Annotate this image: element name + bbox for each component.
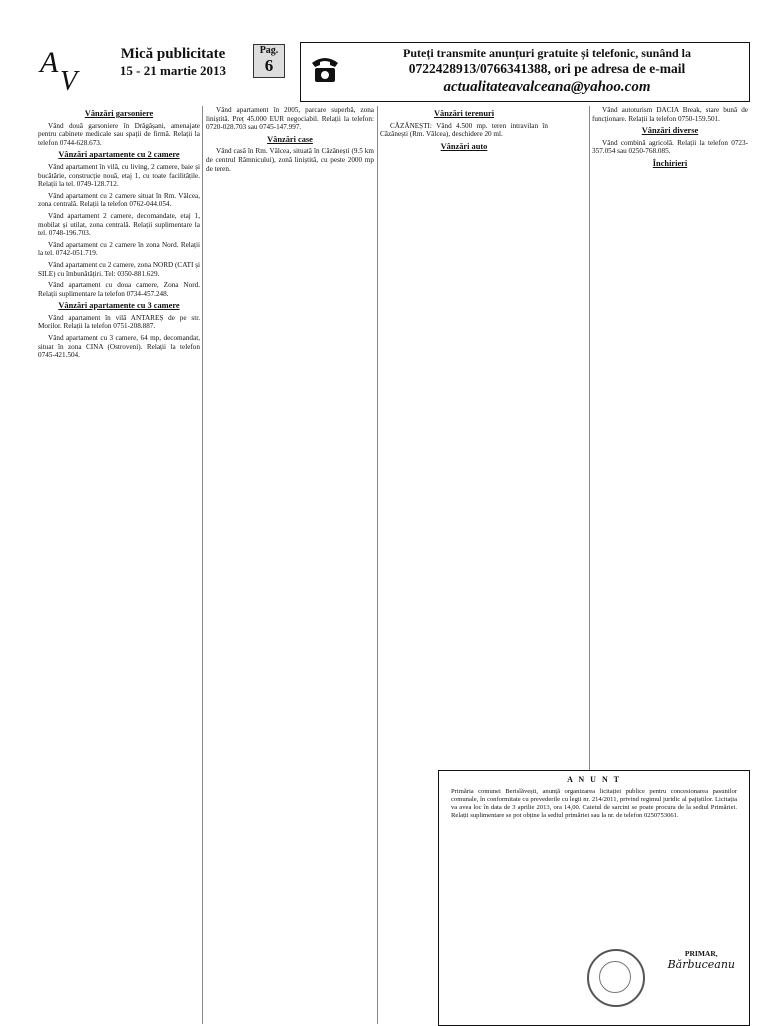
contact-line-2: 0722428913/0766341388, ori pe adresa de e-mail	[408, 61, 686, 76]
page-number: 6	[264, 56, 274, 75]
publication-title-block	[98, 46, 248, 79]
section-heading: Închirieri	[652, 158, 688, 168]
classified-ad: Vând apartament cu 2 camere în zona Nord. Relații la tel. 0742-051.719.	[38, 240, 200, 258]
classified-ad: Vând apartament cu 2 camere, zona NORD (CATI și SILE) cu îmbunătățiri. Tel: 0350-881.629.	[38, 260, 200, 278]
classified-ad: Vând apartament în vilă ANTAREȘ de pe str. Morilor. Relații la telefon 0751-208.887.	[38, 313, 200, 331]
logo-icon	[38, 42, 90, 94]
section-heading: Vânzări apartamente cu 3 camere	[58, 301, 180, 311]
section-heading: Vânzări case	[267, 134, 313, 144]
mayor-signature-block	[668, 949, 735, 971]
page-number-box	[253, 44, 285, 78]
telephone-icon	[309, 55, 341, 85]
page-label: Pag.	[259, 45, 279, 56]
classified-ad: Vând apartament cu 2 camere situat în Rm. Vâlcea, zona centrală. Relații la telefon 0762-044.054.	[38, 191, 200, 209]
av-logo	[38, 42, 90, 94]
notice-body: Primăria comunei Berislăvești, anunță organizarea licitației publice pentru concesionarea pasunilor comunale, în conformitate cu prevederile cu legii nr. 214/2011, privind regimul juridic al pajiștilor. Licitația va avea loc în data de 3 aprilie 2013, ora 14,00. Caietul de sarcini se poate procura de la sediul Primăriei. Relații suplimentare se pot obține la sediul primăriei sau la nr. de telefon 0250753061.	[451, 788, 737, 819]
issue-date: 15 - 21 martie 2013	[119, 63, 227, 78]
official-seal-icon	[587, 949, 645, 1007]
section-heading: Vânzări terenuri	[433, 109, 495, 118]
classified-ad: CĂZĂNEȘTI: Vând 4.500 mp. teren intravilan în Căzănești (Rm. Vâlcea), deschidere 20 ml.	[380, 121, 548, 139]
column-divider	[202, 106, 203, 1024]
classified-ad: Vând două garsoniere în Drăgășani, amenajate pentru cabinete medicale sau spații de firmă. Relații la telefon 0744-628.673.	[38, 121, 200, 147]
column-1	[38, 106, 200, 1024]
classified-ad: Vând casă în Rm. Vâlcea, situată în Căzănești (9.5 km de centrul Râmnicului), zonă liniștită, cu peste 2000 mp de teren.	[206, 147, 374, 173]
section-heading: Vânzări apartamente cu 2 camere	[58, 150, 180, 160]
section-heading: Vânzări auto	[440, 141, 488, 151]
page-header	[38, 42, 748, 100]
svg-text:V: V	[60, 66, 78, 94]
signatory-title: PRIMAR,	[684, 949, 718, 958]
classified-ad: Vând autoturism DACIA Break, stare bună de funcționare. Relații la telefon 0750-159.501.	[592, 106, 748, 123]
classified-ad: Vând apartament cu doua camere, Zona Nord. Relații suplimentare la telefon 0734-457.248.	[38, 281, 200, 298]
classified-ad: Vând apartament cu 3 camere, 64 mp, decomandat, situat în zona CINA (Ostroveni). Relații la telefon 0745-421.504.	[38, 334, 200, 360]
column-divider	[377, 106, 378, 1024]
classified-ad: Vând combină agricolă. Relații la telefon 0723-357.054 sau 0250-768.085.	[592, 138, 748, 156]
classified-ad: Vând apartament în 2005, parcare superbă, zona liniștită. Preț 45.000 EUR negociabil. Relații la telefon: 0720-028.703 sau 0745-147.997.	[206, 106, 374, 132]
notice-title: A N U N T	[567, 775, 621, 784]
contact-email: actualitateavalceana@yahoo.com	[443, 79, 651, 95]
signature: Bărbuceanu	[667, 958, 735, 971]
column-2	[206, 106, 374, 1024]
classified-ad: Vând apartament 2 camere, decomandate, etaj 1, mobilat și utilat, zona centrală. Relații suplimentare la tel. 0748-196.703.	[38, 211, 200, 238]
contact-line-1: Puteți transmite anunțuri gratuite și telefonic, sunând la	[403, 46, 691, 60]
section-heading: Vânzări diverse	[641, 126, 699, 136]
section-title: Mică publicitate	[120, 46, 226, 62]
classified-ad: Vând apartament în vilă, cu living, 2 camere, baie și bucătărie, construcție nouă, etaj 1, cu toate facilitățile. Relații la tel. 0749-128.712.	[38, 162, 200, 189]
svg-text:A: A	[40, 46, 59, 79]
section-heading: Vânzări garsoniere	[84, 109, 154, 118]
contact-banner	[300, 42, 750, 102]
public-notice-box	[438, 770, 750, 1026]
